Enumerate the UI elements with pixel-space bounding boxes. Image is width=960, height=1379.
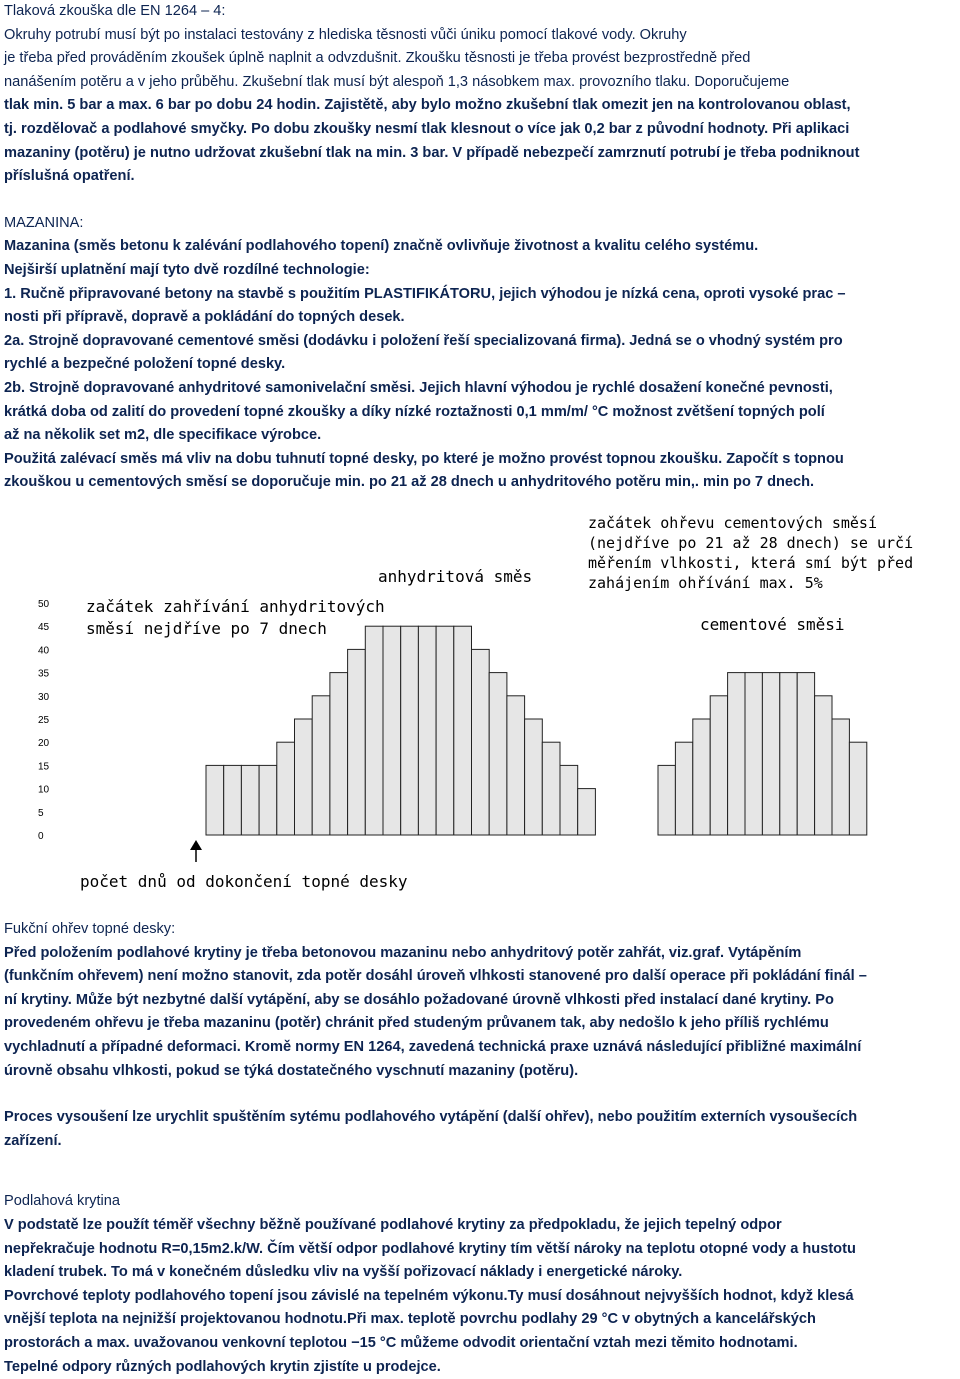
functional-heating-line: ní krytiny. Může být nezbytné další vytápění, aby se dosáhlo požadované úrovně vlhkosti před instalací dané krytiny. Po [4, 989, 956, 1013]
cement-bar [693, 719, 710, 835]
floor-covering-line: Povrchové teploty podlahového topení jsou závislé na tepelném výkonu.Ty musí dosáhnout nejvyšších hodnot, když klesá [4, 1285, 956, 1309]
anhydrite-bar [312, 696, 330, 835]
mazanina-line: nosti při přípravě, dopravě a pokládání do topných desek. [4, 306, 956, 330]
y-tick-label: 50 [38, 599, 50, 610]
x-axis-label [80, 840, 408, 891]
floor-covering-line: Tepelné odpory různých podlahových krytin zjistíte u prodejce. [4, 1356, 956, 1379]
y-tick-label: 15 [38, 761, 50, 772]
y-tick-label: 0 [38, 831, 44, 842]
mazanina-line: Nejširší uplatnění mají tyto dvě rozdílné technologie: [4, 259, 956, 283]
mazanina-line: 1. Ručně připravované betony na stavbě s použitím PLASTIFIKÁTORU, jejich výhodou je nízká cena, oproti vysoké prac – [4, 283, 956, 307]
functional-heating-line: Před položením podlahové krytiny je třeba betonovou mazaninu nebo anhydritový potěr zahřát, viz.graf. Vytápěním [4, 942, 956, 966]
pressure-test-heading: Tlaková zkouška dle EN 1264 – 4: [4, 0, 956, 24]
cement-bar [832, 719, 849, 835]
y-tick-label: 35 [38, 669, 50, 680]
anhydrite-bar [542, 742, 560, 835]
cement-bar [797, 673, 814, 835]
mazanina-heading: MAZANINA: [4, 212, 956, 236]
anhydrite-bar [472, 649, 490, 835]
functional-heating-line: provedeném ohřevu je třeba mazaninu (potěr) chránit před studeným průvanem tak, aby nedošlo k jeho příliš rychlému [4, 1012, 956, 1036]
mazanina-line: rychlé a bezpečné položení topné desky. [4, 353, 956, 377]
mazanina-line: krátká doba od zalití do provedení topné zkoušky a díky nízké roztažnosti 0,1 mm/m/ °C možnost zvětšení topných polí [4, 401, 956, 425]
cement-bar [745, 673, 762, 835]
floor-covering-line: V podstatě lze použít téměř všechny běžně používané podlahové krytiny za předpokladu, že jejich tepelný odpor [4, 1214, 956, 1238]
cement-bar [675, 742, 692, 835]
anhydrite-bar [507, 696, 525, 835]
mazanina-line: zkouškou u cementových směsí se doporučuje min. po 21 až 28 dnech u anhydritového potěru min,. min po 7 dnech. [4, 471, 956, 495]
anhydrite-bar [241, 765, 259, 835]
anhydrite-bar [348, 649, 366, 835]
floor-covering-line: vnější teplota na nejnižší projektovanou hodnotu.Při max. teplotě povrchu podlahy 29 °C v obytných a kancelářských [4, 1308, 956, 1332]
heating-chart [0, 510, 960, 895]
anhydrite-bar [525, 719, 543, 835]
anhydrite-bar [489, 673, 507, 835]
anhydrite-bar [401, 626, 419, 835]
anhydrite-bar [206, 765, 224, 835]
anhydrite-bar [383, 626, 401, 835]
cement-bar [658, 765, 675, 835]
pressure-test-line: je třeba před prováděním zkoušek úplně naplnit a odvzdušnit. Zkoušku těsnosti je třeba provést bezprostředně před [4, 47, 956, 71]
y-axis-ticks [38, 599, 50, 842]
cement-start-line: zahájením ohřívání max. 5% [588, 574, 823, 592]
cement-series-text: cementové směsi [700, 615, 845, 634]
functional-heating-line: úrovně obsahu vlhkosti, pokud se týká dostatečného vyschnutí mazaniny (potěru). [4, 1060, 956, 1084]
mazanina-line: 2a. Strojně dopravované cementové směsi (dodávku i položení řeší specializovaná firma). Jedná se o vhodný systém pro [4, 330, 956, 354]
anhydrite-start-annotation [86, 597, 385, 638]
floor-covering-heading: Podlahová krytina [4, 1190, 956, 1214]
pressure-test-line: Okruhy potrubí musí být po instalaci testovány z hlediska těsnosti vůči úniku pomocí tlakové vody. Okruhy [4, 24, 956, 48]
anhydrite-bar [295, 719, 313, 835]
pressure-test-line: příslušná opatření. [4, 165, 956, 189]
pressure-test-line: mazaniny (potěru) je nutno udržovat zkušební tlak na min. 3 bar. V případě nebezpečí zamrznutí potrubí je třeba podniknout [4, 142, 956, 166]
y-tick-label: 45 [38, 622, 50, 633]
drying-process-line: Proces vysoušení lze urychlit spuštěním sytému podlahového vytápění (další ohřev), nebo použitím externích vysoušecích [4, 1106, 956, 1130]
floor-covering-line: nepřekračuje hodnotu R=0,15m2.k/W. Čím větší odpor podlahové krytiny tím větší nároky na teplotu otopné vody a hustotu [4, 1238, 956, 1262]
anhydrite-bar [578, 789, 596, 835]
mazanina-line: Použitá zalévací směs má vliv na dobu tuhnutí topné desky, po které je možno provést topnou zkoušku. Započít s topnou [4, 448, 956, 472]
x-axis-label-text: počet dnů od dokončení topné desky [80, 872, 408, 891]
y-tick-label: 5 [38, 808, 44, 819]
cement-start-line: (nejdříve po 21 až 28 dnech) se určí [588, 534, 913, 552]
y-tick-label: 30 [38, 692, 50, 703]
floor-covering-line: kladení trubek. To má v konečném důsledku vliv na vyšší pořizovací náklady i energetické nároky. [4, 1261, 956, 1285]
cement-bar [849, 742, 866, 835]
cement-bar [710, 696, 727, 835]
y-tick-label: 10 [38, 785, 50, 796]
drying-process-line: zařízení. [4, 1130, 956, 1154]
functional-heating-line: (funkčním ohřevem) není možno stanovit, zda potěr dosáhl úroveň vlhkosti stanovené pro další operace při pokládání finál – [4, 965, 956, 989]
anhydrite-bar [330, 673, 348, 835]
cement-start-line: měřením vlhkosti, která smí být před [588, 554, 913, 572]
cement-start-annotation [588, 514, 913, 592]
anhydrite-bar [418, 626, 436, 835]
functional-heating-heading: Fukční ohřev topné desky: [4, 918, 956, 942]
anhydrite-series-text: anhydritová směs [378, 567, 532, 586]
cement-bar [780, 673, 797, 835]
mazanina-line: Mazanina (směs betonu k zalévání podlahového topení) značně ovlivňuje životnost a kvalitu celého systému. [4, 235, 956, 259]
x-axis-arrow-head [190, 840, 202, 850]
cement-bar [815, 696, 832, 835]
cement-series-label [700, 615, 845, 634]
anhydrite-bar [436, 626, 454, 835]
y-tick-label: 40 [38, 645, 50, 656]
pressure-test-line: tj. rozdělovač a podlahové smyčky. Po dobu zkoušky nesmí tlak klesnout o více jak 0,2 bar z původní hodnoty. Při aplikaci [4, 118, 956, 142]
anhydrite-bar [277, 742, 295, 835]
anhydrite-start-line: začátek zahřívání anhydritových [86, 597, 385, 616]
anhydrite-bars [206, 626, 595, 835]
anhydrite-bar [259, 765, 277, 835]
pressure-test-line: tlak min. 5 bar a max. 6 bar po dobu 24 hodin. Zajistětě, aby bylo možno zkušební tlak omezit jen na kontrolovanou oblast, [4, 94, 956, 118]
anhydrite-series-label [378, 567, 532, 586]
cement-start-line: začátek ohřevu cementových směsí [588, 514, 877, 532]
cement-bars [658, 673, 867, 835]
floor-covering-line: prostorách a max. uvažovanou venkovní teplotou −15 °C můžeme odvodit orientační vztah mezi těmito hodnotami. [4, 1332, 956, 1356]
anhydrite-start-line: směsí nejdříve po 7 dnech [86, 619, 327, 638]
document-bottom [4, 918, 956, 1379]
y-tick-label: 20 [38, 738, 50, 749]
anhydrite-bar [454, 626, 472, 835]
mazanina-line: 2b. Strojně dopravované anhydritové samonivelační směsi. Jejich hlavní výhodou je rychlé dosažení konečné pevnosti, [4, 377, 956, 401]
anhydrite-bar [224, 765, 242, 835]
anhydrite-bar [365, 626, 383, 835]
document-top [4, 0, 956, 495]
cement-bar [728, 673, 745, 835]
functional-heating-line: vychladnutí a případné deformaci. Kromě normy EN 1264, zavedená technická praxe uznává následující přibližné maximální [4, 1036, 956, 1060]
y-tick-label: 25 [38, 715, 50, 726]
anhydrite-bar [560, 765, 578, 835]
cement-bar [762, 673, 779, 835]
pressure-test-line: nanášením potěru a v jeho průběhu. Zkušební tlak musí být alespoň 1,3 násobkem max. provozního tlaku. Doporučujeme [4, 71, 956, 95]
mazanina-line: až na několik set m2, dle specifikace výrobce. [4, 424, 956, 448]
